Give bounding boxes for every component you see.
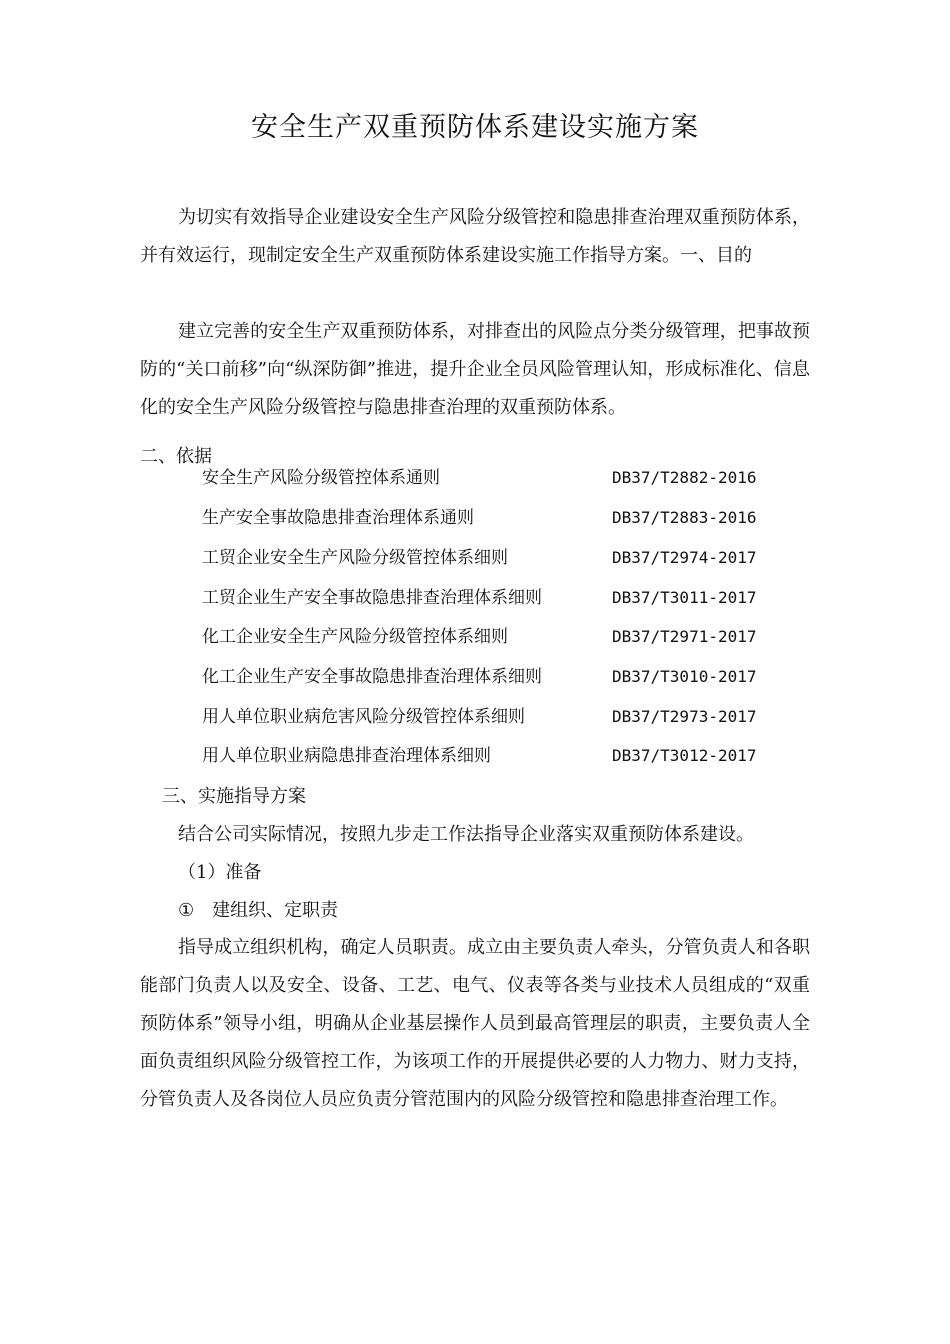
reference-code: DB37/T2973-2017 [612,707,757,726]
reference-item [202,662,762,692]
reference-item [202,741,762,771]
reference-item [202,583,762,613]
reference-item [202,463,762,493]
reference-code: DB37/T3010-2017 [612,667,757,686]
step-1-heading: （1）准备 [178,862,262,883]
reference-code: DB37/T2882-2016 [612,468,757,487]
purpose-paragraph: 建立完善的安全生产双重预防体系，对排查出的风险点分类分级管理，把事故预防的“关口前移”向“纵深防御”推进，提升企业全员风险管理认知，形成标准化、信息化的安全生产风险分级管控与隐患排查治理的双重预防体系。 [140,321,810,418]
reference-item [202,543,762,573]
step-1-paragraph: 指导成立组织机构，确定人员职责。成立由主要负责人牵头，分管负责人和各职能部门负责人以及安全、设备、工艺、电气、仪表等各类与业技术人员组成的“双重预防体系”领导小组，明确从企业基层操作人员到最高管理层的职责，主要负责人全面负责组织风险分级管控工作，为该项工作的开展提供必要的人力物力、财力支持，分管负责人及各岗位人员应负责分管范围内的风险分级管控和隐患排查治理工作。 [140,937,810,1110]
intro-paragraph: 为切实有效指导企业建设安全生产风险分级管控和隐患排查治理双重预防体系，并有效运行，现制定安全生产双重预防体系建设实施工作指导方案。一、目的 [140,207,810,266]
reference-code: DB37/T2974-2017 [612,548,757,567]
reference-name: 用人单位职业病危害风险分级管控体系细则 [202,707,525,727]
section-3-text: 结合公司实际情况，按照九步走工作法指导企业落实双重预防体系建设。 [178,824,754,845]
reference-code: DB37/T3012-2017 [612,746,757,765]
reference-item [202,702,762,732]
reference-name: 生产安全事故隐患排查治理体系通则 [202,508,474,528]
reference-item [202,503,762,533]
circled-number-marker: ① [178,900,195,921]
section-3-heading: 三、实施指导方案 [162,786,306,807]
reference-code: DB37/T2883-2016 [612,508,757,527]
reference-name: 工贸企业生产安全事故隐患排查治理体系细则 [202,588,542,608]
reference-code: DB37/T3011-2017 [612,588,757,607]
reference-name: 化工企业生产安全事故隐患排查治理体系细则 [202,667,542,687]
section-2-heading: 二、依据 [140,446,212,467]
reference-name: 化工企业安全生产风险分级管控体系细则 [202,627,508,647]
step-1-subheading [178,896,338,926]
reference-code: DB37/T2971-2017 [612,627,757,646]
step-1-subheading-text: 建组织、定职责 [212,900,339,921]
reference-item [202,622,762,652]
reference-name: 安全生产风险分级管控体系通则 [202,468,440,488]
document-title: 安全生产双重预防体系建设实施方案 [251,112,699,143]
reference-name: 工贸企业安全生产风险分级管控体系细则 [202,548,508,568]
reference-name: 用人单位职业病隐患排查治理体系细则 [202,746,491,766]
